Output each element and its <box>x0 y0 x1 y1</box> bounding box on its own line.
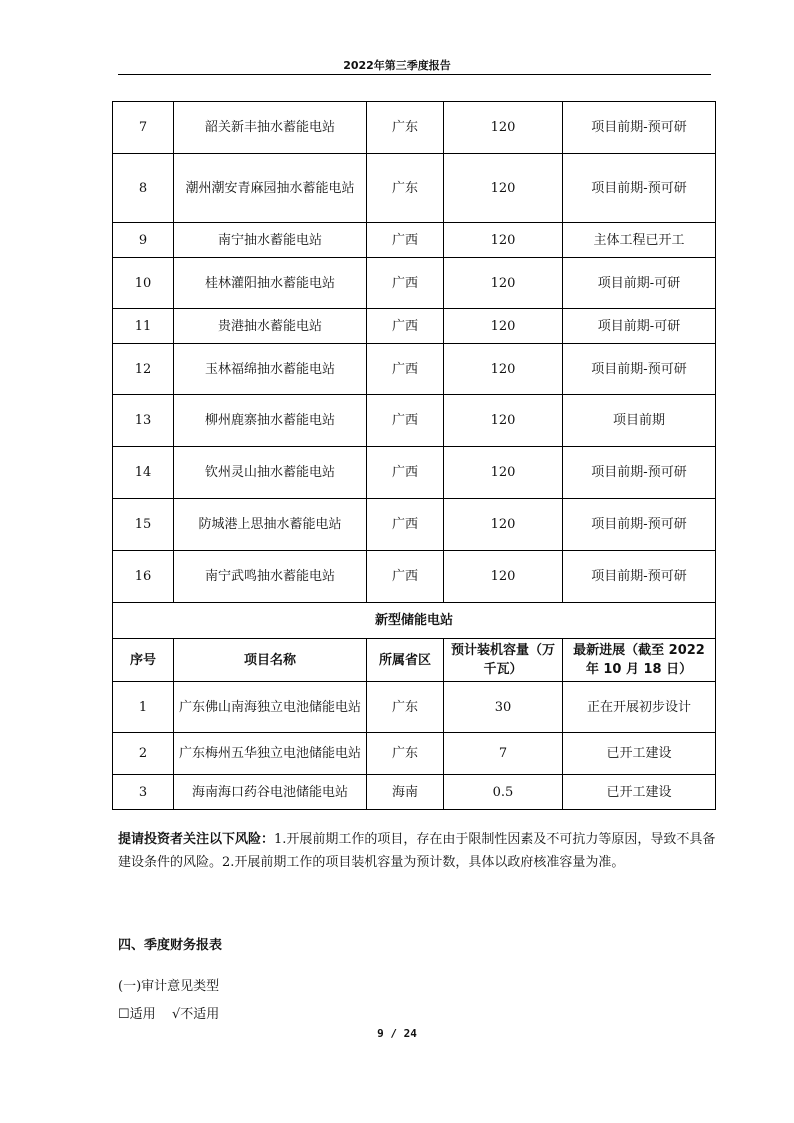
region: 广西 <box>367 344 444 395</box>
row-number: 16 <box>113 551 174 603</box>
table-row <box>113 775 716 810</box>
status: 项目前期-预可研 <box>563 447 716 499</box>
option-not-applicable: √不适用 <box>171 1007 220 1022</box>
capacity: 120 <box>444 309 563 344</box>
table-row <box>113 309 716 344</box>
table-row <box>113 499 716 551</box>
table-row <box>113 344 716 395</box>
row-number: 14 <box>113 447 174 499</box>
project-name: 广东梅州五华独立电池储能电站 <box>174 733 367 775</box>
row-number: 13 <box>113 395 174 447</box>
status: 项目前期 <box>563 395 716 447</box>
option-applicable: ☐适用 <box>118 1007 156 1022</box>
capacity: 120 <box>444 344 563 395</box>
region: 广东 <box>367 733 444 775</box>
row-number: 10 <box>113 258 174 309</box>
table-row <box>113 551 716 603</box>
project-name: 玉林福绵抽水蓄能电站 <box>174 344 367 395</box>
region: 广西 <box>367 551 444 603</box>
audit-opinion-options <box>118 1003 219 1022</box>
table-header-row <box>113 639 716 682</box>
risk-notice <box>118 828 718 874</box>
table-row <box>113 447 716 499</box>
region: 广西 <box>367 395 444 447</box>
status: 项目前期-预可研 <box>563 551 716 603</box>
page-number: 9 / 24 <box>377 1027 417 1040</box>
table-row <box>113 733 716 775</box>
capacity: 120 <box>444 499 563 551</box>
section-title-new-storage: 新型储能电站 <box>113 603 716 639</box>
status: 已开工建设 <box>563 733 716 775</box>
header-name: 项目名称 <box>174 639 367 682</box>
header-no: 序号 <box>113 639 174 682</box>
capacity: 120 <box>444 447 563 499</box>
row-number: 9 <box>113 223 174 258</box>
header-status: 最新进展（截至 2022 年 10 月 18 日） <box>563 639 716 682</box>
row-number: 7 <box>113 102 174 154</box>
table-row <box>113 154 716 223</box>
project-name: 防城港上思抽水蓄能电站 <box>174 499 367 551</box>
project-name: 钦州灵山抽水蓄能电站 <box>174 447 367 499</box>
project-name: 潮州潮安青麻园抽水蓄能电站 <box>174 154 367 223</box>
region: 广西 <box>367 223 444 258</box>
risk-notice-label: 提请投资者关注以下风险： <box>118 832 275 847</box>
report-header-title: 2022年第三季度报告 <box>343 59 451 72</box>
capacity: 0.5 <box>444 775 563 810</box>
region: 海南 <box>367 775 444 810</box>
status: 项目前期-预可研 <box>563 102 716 154</box>
header-divider <box>118 74 711 75</box>
project-name: 南宁武鸣抽水蓄能电站 <box>174 551 367 603</box>
row-number: 1 <box>113 682 174 733</box>
table-row <box>113 102 716 154</box>
capacity: 120 <box>444 258 563 309</box>
table-row <box>113 682 716 733</box>
row-number: 12 <box>113 344 174 395</box>
region: 广东 <box>367 154 444 223</box>
capacity: 120 <box>444 551 563 603</box>
status: 主体工程已开工 <box>563 223 716 258</box>
section-heading-financial-statements: 四、季度财务报表 <box>118 938 223 953</box>
region: 广西 <box>367 499 444 551</box>
capacity: 120 <box>444 102 563 154</box>
row-number: 15 <box>113 499 174 551</box>
project-name: 广东佛山南海独立电池储能电站 <box>174 682 367 733</box>
status: 项目前期-预可研 <box>563 154 716 223</box>
capacity: 7 <box>444 733 563 775</box>
region: 广东 <box>367 102 444 154</box>
project-name: 南宁抽水蓄能电站 <box>174 223 367 258</box>
project-name: 柳州鹿寨抽水蓄能电站 <box>174 395 367 447</box>
header-capacity: 预计装机容量（万千瓦） <box>444 639 563 682</box>
project-name: 桂林灌阳抽水蓄能电站 <box>174 258 367 309</box>
table-row <box>113 258 716 309</box>
capacity: 120 <box>444 223 563 258</box>
header-region: 所属省区 <box>367 639 444 682</box>
table-row <box>113 395 716 447</box>
region: 广西 <box>367 447 444 499</box>
project-name: 贵港抽水蓄能电站 <box>174 309 367 344</box>
section-row <box>113 603 716 639</box>
table-row <box>113 223 716 258</box>
audit-opinion-title: (一)审计意见类型 <box>118 979 220 994</box>
row-number: 11 <box>113 309 174 344</box>
risk-notice-text: 1.开展前期工作的项目，存在由于限制性因素及不可抗力等原因，导致不具备建设条件的风险。2.开展前期工作的项目装机容量为预计数，具体以政府核准容量为准。 <box>118 832 716 870</box>
status: 已开工建设 <box>563 775 716 810</box>
row-number: 3 <box>113 775 174 810</box>
region: 广东 <box>367 682 444 733</box>
capacity: 120 <box>444 154 563 223</box>
status: 项目前期-可研 <box>563 258 716 309</box>
capacity: 30 <box>444 682 563 733</box>
project-name: 海南海口药谷电池储能电站 <box>174 775 367 810</box>
region: 广西 <box>367 258 444 309</box>
status: 项目前期-预可研 <box>563 499 716 551</box>
row-number: 2 <box>113 733 174 775</box>
region: 广西 <box>367 309 444 344</box>
project-name: 韶关新丰抽水蓄能电站 <box>174 102 367 154</box>
status: 项目前期-可研 <box>563 309 716 344</box>
capacity: 120 <box>444 395 563 447</box>
row-number: 8 <box>113 154 174 223</box>
status: 项目前期-预可研 <box>563 344 716 395</box>
project-table <box>112 101 716 810</box>
status: 正在开展初步设计 <box>563 682 716 733</box>
